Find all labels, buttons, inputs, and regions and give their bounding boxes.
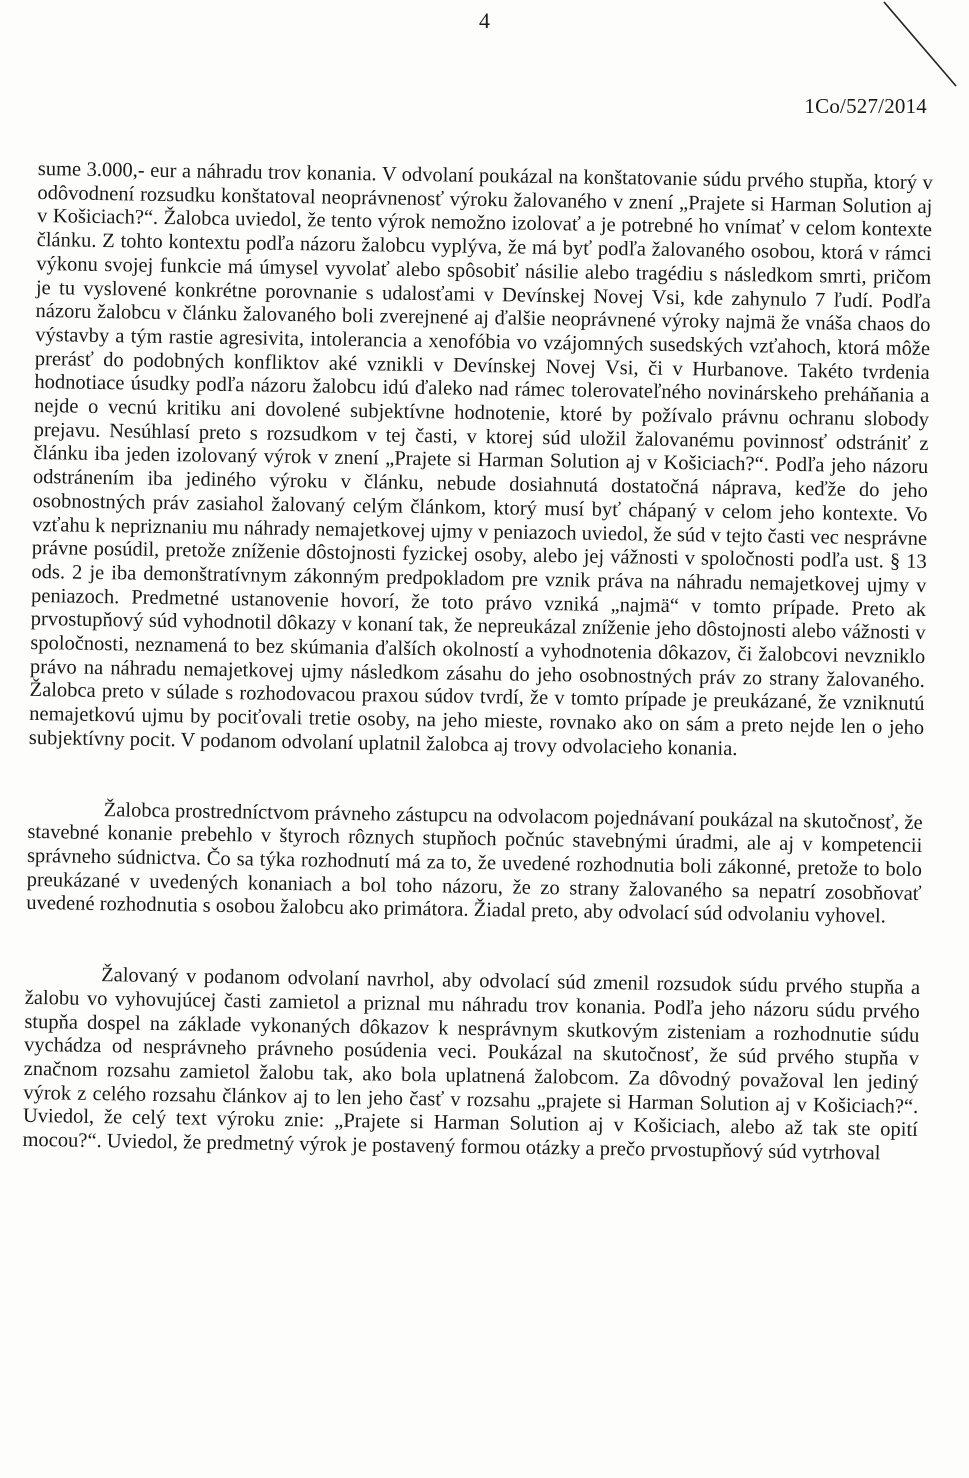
case-number: 1Co/527/2014 xyxy=(804,94,927,118)
paragraph-3: Žalovaný v podanom odvolaní navrhol, aby odvolací súd zmenil rozsudok súdu prvého stupňa a žalobu vo vyhovujúcej časti zamietol a priznal mu náhradu trov konania. Podľa jeho názoru súdu prvého stupňa dospel na základe vykonaných dôkazov k nesprávnym skutkovým zisteniam a rozhodnutie súdu vychádza od nesprávneho právneho posúdenia veci. Poukázal na skutočnosť, že súd prvého stupňa v značnom rozsahu zamietol žalobu tak, ako bola uplatnená žalobcom. Za dôvodný považoval len jediný výrok z celého rozsahu článkov aj to len jeho časť v rozsahu „prajete si Harman Solution aj v Košiciach?“. Uviedol, že celý text výroku znie: „Prajete si Harman Solution aj v Košiciach, alebo až tak ste opití mocou?“. Uviedol, že predmetný výrok je postavený formou otázky a prečo prvostupňový súd vytrhoval xyxy=(22,964,921,1165)
document-body xyxy=(22,158,933,1167)
page-number: 4 xyxy=(479,8,490,33)
paragraph-1: sume 3.000,- eur a náhradu trov konania. V odvolaní poukázal na konštatovanie súdu prvého stupňa, ktorý v odôvodnení rozsudku konštatoval neoprávnenosť výroku žalovaného v znení „Prajete si Harman Solution aj v Košiciach?“. Žalobca uviedol, že tento výrok nemožno izolovať a je potrebné ho vnímať v celom kontexte článku. Z tohto kontextu podľa názoru žalobcu vyplýva, že má byť podľa žalovaného osobou, ktorá v rámci výkonu svojej funkcie má úmysel vyvolať alebo spôsobiť násilie alebo tragédiu s následkom smrti, pričom je tu vyslovené konkrétne porovnanie s udalosťami v Devínskej Novej Vsi, kde zahynulo 7 ľudí. Podľa názoru žalobcu v článku žalovaného boli zverejnené aj ďalšie neoprávnené výroky najmä že vnáša chaos do výstavby a tým rastie agresivita, intolerancia a xenofóbia vo vzájomných susedských vzťahoch, ktorá môže prerásť do podobných konfliktov aké vznikli v Devínskej Novej Vsi, či v Hurbanove. Takéto tvrdenia hodnotiace úsudky podľa názoru žalobcu idú ďaleko nad rámec tolerovateľného novinárskeho preháňania a nejde o vecnú kritiku ani dovolené subjektívne hodnotenie, ktoré by požívalo právnu ochranu slobody prejavu. Nesúhlasí preto s rozsudkom v tej časti, v ktorej súd uložil žalovanému povinnosť odstrániť z článku iba jeden izolovaný výrok v znení „Prajete si Harman Solution aj v Košiciach?“. Podľa jeho názoru odstránením iba jediného výroku v článku, nebude dosiahnutá dostatočná náprava, keďže do jeho osobnostných práv zasiahol žalovaný celým článkom, ktorý musí byť chápaný v celom jeho kontexte. Vo vzťahu k nepriznaniu mu náhrady nemajetkovej ujmy v peniazoch uviedol, že súd v tejto časti vec nesprávne právne posúdil, pretože zníženie dôstojnosti fyzickej osoby, alebo jej vážnosti v spoločnosti podľa ust. § 13 ods. 2 je iba demonštratívnym zákonným predpokladom pre vznik práva na náhradu nemajetkovej ujmy v peniazoch. Predmetné ustanovenie hovorí, že toto právo vzniká „najmä“ v tomto prípade. Preto ak prvostupňový súd vyhodnotil dôkazy v konaní tak, že nepreukázal zníženie jeho dôstojnosti alebo vážnosti v spoločnosti, neznamená to bez skúmania ďalších okolností a vyhodnotenia dôkazov, či žalobcovi nevzniklo právo na náhradu nemajetkovej ujmy následkom zásahu do jeho osobnostných práv zo strany žalovaného. Žalobca preto v súlade s rozhodovacou praxou súdov tvrdí, že v tomto prípade je preukázané, že vzniknutú nemajetkovú ujmu by pociťovali tretie osoby, na jeho mieste, rovnako ako on sám a preto nejde len o jeho subjektívny pocit. V podanom odvolaní uplatnil žalobca aj trovy odvolacieho konania. xyxy=(28,158,933,760)
paragraph-2: Žalobca prostredníctvom právneho zástupcu na odvolacom pojednávaní poukázal na skutočnosť, že stavebné konanie prebehlo v štyroch rôznych stupňoch počnúc stavebnými úradmi, ale aj v kompetencii správneho súdnictva. Čo sa týka rozhodnutí má za to, že uvedené rozhodnutia boli zákonné, pretože to bolo preukázané v uvedených konaniach a bol toho názoru, že zo strany žalovaného sa nepatrí zosobňovať uvedené rozhodnutia s osobou žalobcu ako primátora. Žiadal preto, aby odvolací súd odvolaniu vyhovel. xyxy=(26,798,923,928)
